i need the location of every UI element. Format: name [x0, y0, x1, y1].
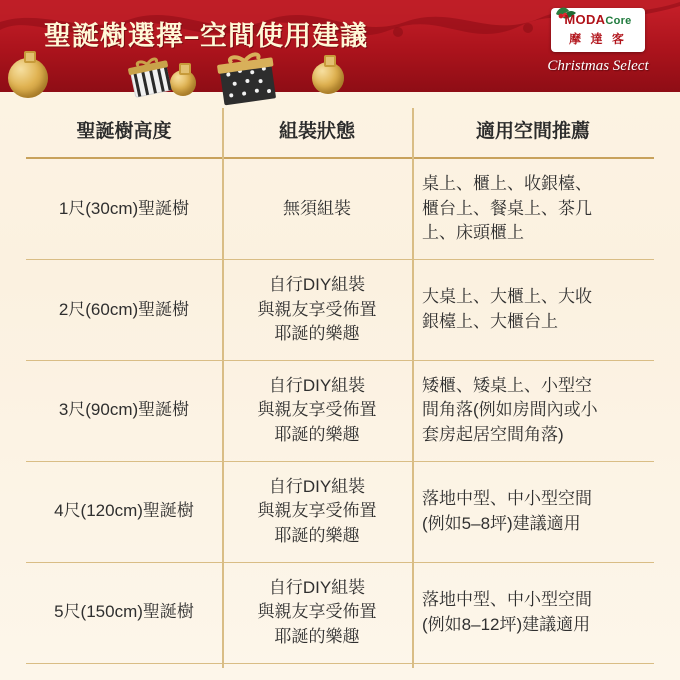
- table-row: [26, 360, 654, 461]
- cell-assembly-line: 自行DIY組裝: [268, 375, 366, 395]
- cell-space-line: 間角落(例如房間內或小: [422, 400, 598, 420]
- cell-assembly: [222, 158, 412, 259]
- cell-space-line: 大桌上、大櫃上、大收: [422, 287, 592, 307]
- cell-space: [412, 562, 654, 663]
- cell-space-line: 櫃台上、餐桌上、茶几: [422, 198, 592, 218]
- cell-assembly-line: 無須組裝: [283, 198, 351, 218]
- table-vertical-divider-1: [222, 108, 224, 668]
- cell-space: [412, 360, 654, 461]
- gold-ball-mid: [170, 70, 196, 96]
- gift-box-striped: [128, 56, 172, 98]
- table-head: [26, 104, 654, 158]
- table-vertical-divider-2: [412, 108, 414, 668]
- cell-assembly: [222, 461, 412, 562]
- header-space: 適用空間推薦: [412, 104, 654, 158]
- cell-assembly-line: 耶誕的樂趣: [274, 626, 360, 646]
- cell-assembly-line: 與親友享受佈置: [257, 501, 377, 521]
- cell-space-line: 桌上、櫃上、收銀檯、: [422, 174, 592, 193]
- cell-space-line: (例如8–12坪)建議適用: [422, 614, 591, 634]
- cell-space-line: (例如5–8坪)建議適用: [422, 513, 581, 533]
- cell-space: [412, 461, 654, 562]
- cell-space-line: 銀檯上、大櫃台上: [422, 311, 558, 331]
- cell-assembly: [222, 259, 412, 360]
- table-body: [26, 158, 654, 663]
- cell-assembly: [222, 360, 412, 461]
- cell-height: 4尺(120cm)聖誕樹: [26, 461, 222, 562]
- cell-height: 2尺(60cm)聖誕樹: [26, 259, 222, 360]
- cell-assembly-line: 耶誕的樂趣: [274, 526, 360, 546]
- header-assembly: 組裝狀態: [222, 104, 412, 158]
- logo-brand-main: MODA: [564, 12, 606, 27]
- logo-tagline: Christmas Select: [547, 58, 649, 74]
- gold-ball-left: [8, 58, 48, 98]
- logo-brand-chinese: 摩 達 客: [569, 32, 627, 46]
- cell-assembly-line: 自行DIY組裝: [268, 476, 366, 496]
- spec-table-wrapper: [26, 104, 654, 664]
- cell-height: 5尺(150cm)聖誕樹: [26, 562, 222, 663]
- cell-height: 1尺(30cm)聖誕樹: [26, 158, 222, 259]
- table-header-row: [26, 104, 654, 158]
- spec-table: [26, 104, 654, 664]
- cell-assembly-line: 與親友享受佈置: [257, 299, 377, 319]
- cell-assembly-line: 與親友享受佈置: [257, 400, 377, 420]
- table-row: [26, 158, 654, 259]
- logo-brand-name: [551, 12, 645, 27]
- cell-space: [412, 158, 654, 259]
- cell-space-line: 套房起居空間角落): [422, 425, 564, 445]
- table-row: [26, 259, 654, 360]
- logo-plate: [551, 8, 645, 52]
- cell-space: [412, 259, 654, 360]
- logo-brand-suffix: Core: [605, 15, 632, 27]
- cell-space-line: 落地中型、中小型空間: [422, 590, 592, 609]
- cell-assembly-line: 耶誕的樂趣: [274, 425, 360, 445]
- table-row: [26, 461, 654, 562]
- poster-title: 聖誕樹選擇–空間使用建議: [44, 21, 369, 51]
- cell-space-line: 上、床頭櫃上: [422, 223, 524, 243]
- header-height: 聖誕樹高度: [26, 104, 222, 158]
- cell-assembly-line: 自行DIY組裝: [268, 274, 366, 294]
- brand-logo: [532, 8, 664, 75]
- cell-assembly-line: 自行DIY組裝: [268, 577, 366, 597]
- gold-ball-right: [312, 62, 344, 94]
- cell-space-line: 矮櫃、矮桌上、小型空: [422, 375, 592, 395]
- cell-assembly-line: 與親友享受佈置: [257, 602, 377, 622]
- cell-space-line: 落地中型、中小型空間: [422, 489, 592, 509]
- table-row: [26, 562, 654, 663]
- gift-box-dotted: [216, 50, 278, 106]
- cell-assembly: [222, 562, 412, 663]
- cell-height: 3尺(90cm)聖誕樹: [26, 360, 222, 461]
- cell-assembly-line: 耶誕的樂趣: [274, 324, 360, 344]
